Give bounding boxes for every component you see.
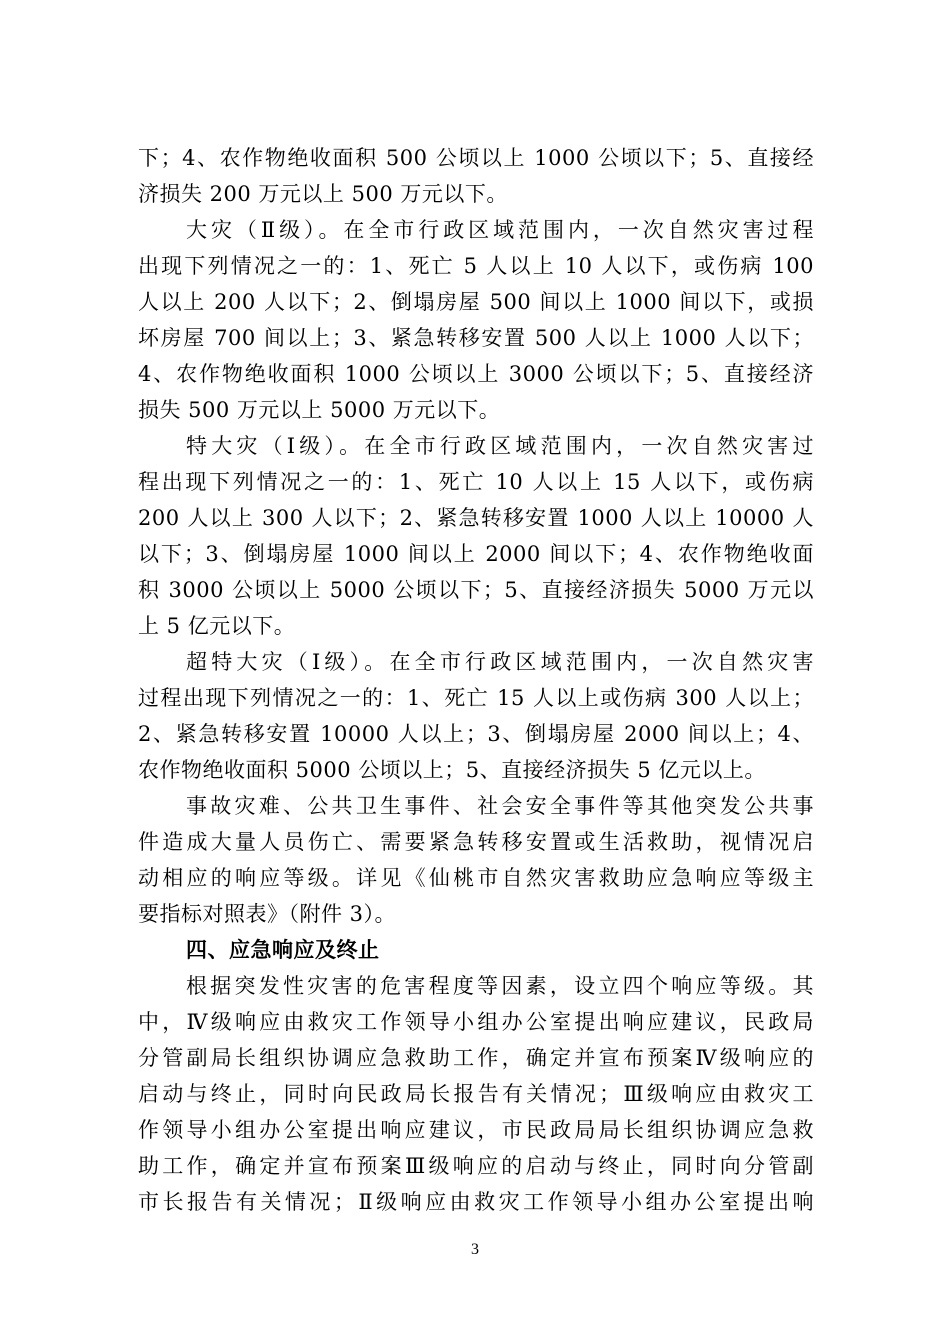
paragraph-line: 积 3000 公顷以上 5000 公顷以下；5、直接经济损失 5000 万元以 [138, 578, 814, 602]
paragraph-line: 特大灾（Ⅰ级）。在全市行政区域范围内，一次自然灾害过 [186, 434, 814, 458]
paragraph-line: 过程出现下列情况之一的：1、死亡 15 人以上或伤病 300 人以上； [138, 686, 814, 710]
paragraph-line: 中，Ⅳ级响应由救灾工作领导小组办公室提出响应建议，民政局 [138, 1010, 814, 1034]
paragraph-line: 超特大灾（Ⅰ级）。在全市行政区域范围内，一次自然灾害 [186, 650, 814, 674]
paragraph-line: 分管副局长组织协调应急救助工作，确定并宣布预案Ⅳ级响应的 [138, 1046, 814, 1070]
paragraph-line: 下；4、农作物绝收面积 500 公顷以上 1000 公顷以下；5、直接经 [138, 146, 814, 170]
paragraph-line: 出现下列情况之一的：1、死亡 5 人以上 10 人以下，或伤病 100 [138, 254, 814, 278]
paragraph-line: 200 人以上 300 人以下；2、紧急转移安置 1000 人以上 10000 人 [138, 506, 814, 530]
body-text [138, 140, 814, 1220]
paragraph-line: 农作物绝收面积 5000 公顷以上；5、直接经济损失 5 亿元以上。 [138, 758, 766, 782]
paragraph-line: 坏房屋 700 间以上；3、紧急转移安置 500 人以上 1000 人以下； [138, 326, 814, 350]
paragraph-line: 人以上 200 人以下；2、倒塌房屋 500 间以上 1000 间以下，或损 [138, 290, 814, 314]
paragraph-line: 要指标对照表》（附件 3）。 [138, 902, 397, 926]
section-heading: 四、应急响应及终止 [186, 938, 380, 962]
paragraph-line: 济损失 200 万元以上 500 万元以下。 [138, 182, 508, 206]
paragraph-line: 启动与终止，同时向民政局长报告有关情况；Ⅲ级响应由救灾工 [138, 1082, 814, 1106]
paragraph-line: 根据突发性灾害的危害程度等因素，设立四个响应等级。其 [186, 974, 814, 998]
page-number: 3 [471, 1241, 479, 1258]
paragraph-line: 作领导小组办公室提出响应建议，市民政局局长组织协调应急救 [138, 1118, 814, 1142]
paragraph-line: 程出现下列情况之一的：1、死亡 10 人以上 15 人以下，或伤病 [138, 470, 814, 494]
paragraph-line: 动相应的响应等级。详见《仙桃市自然灾害救助应急响应等级主 [138, 866, 814, 890]
paragraph-line: 市长报告有关情况；Ⅱ级响应由救灾工作领导小组办公室提出响 [138, 1190, 814, 1214]
paragraph-line: 以下；3、倒塌房屋 1000 间以上 2000 间以下；4、农作物绝收面 [138, 542, 814, 566]
paragraph-line: 损失 500 万元以上 5000 万元以下。 [138, 398, 501, 422]
paragraph-line: 事故灾难、公共卫生事件、社会安全事件等其他突发公共事 [186, 794, 814, 818]
paragraph-line: 大灾（Ⅱ级）。在全市行政区域范围内，一次自然灾害过程 [186, 218, 814, 242]
paragraph-line: 件造成大量人员伤亡、需要紧急转移安置或生活救助，视情况启 [138, 830, 814, 854]
paragraph-line: 助工作，确定并宣布预案Ⅲ级响应的启动与终止，同时向分管副 [138, 1154, 814, 1178]
paragraph-line: 2、紧急转移安置 10000 人以上；3、倒塌房屋 2000 间以上；4、 [138, 722, 814, 746]
paragraph-line: 4、农作物绝收面积 1000 公顷以上 3000 公顷以下；5、直接经济 [138, 362, 814, 386]
paragraph-line: 上 5 亿元以下。 [138, 614, 296, 638]
